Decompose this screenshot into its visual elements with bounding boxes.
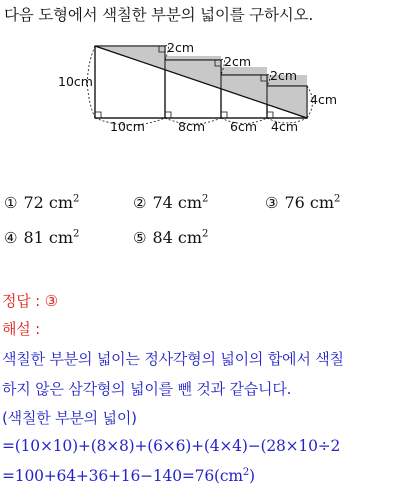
question-text: 다음 도형에서 색칠한 부분의 넓이를 구하시오. [4, 6, 314, 24]
label-8cm-bottom: 8cm [178, 119, 206, 134]
choice-4[interactable]: ④ 81 $cm^2$ [4, 228, 80, 247]
label-2cm-b: 2cm [224, 54, 252, 69]
explanation-label: 해설 : [2, 320, 41, 338]
answer-label: 정답 : ③ [2, 292, 58, 310]
label-4cm-bottom: 4cm [271, 119, 299, 134]
label-10cm-bottom: 10cm [110, 119, 145, 134]
label-2cm-a: 2cm [167, 40, 195, 55]
choice-1[interactable]: ① 72 $cm^2$ [4, 193, 80, 212]
choice-5[interactable]: ⑤ 84 $cm^2$ [133, 228, 209, 247]
equation-line-1: =(10×10)+(8×8)+(6×6)+(4×4)−(28×10÷2 [2, 437, 341, 455]
choice-2[interactable]: ② 74 $cm^2$ [133, 193, 209, 212]
choice-3[interactable]: ③ 76 $cm^2$ [265, 193, 341, 212]
equation-line-2: $=100+64+36+16-140=76(cm^2)$ [2, 467, 255, 486]
label-6cm-bottom: 6cm [230, 119, 258, 134]
label-2cm-c: 2cm [270, 68, 298, 83]
explanation-line-3: (색칠한 부분의 넓이) [2, 409, 137, 427]
label-4cm-right: 4cm [310, 92, 338, 107]
label-10cm-height: 10cm [58, 74, 93, 89]
explanation-line-2: 하지 않은 삼각형의 넓이를 뺀 것과 같습니다. [2, 380, 292, 398]
figure-diagram [0, 36, 400, 136]
explanation-line-1: 색칠한 부분의 넓이는 정사각형의 넓이의 합에서 색칠 [2, 350, 344, 368]
